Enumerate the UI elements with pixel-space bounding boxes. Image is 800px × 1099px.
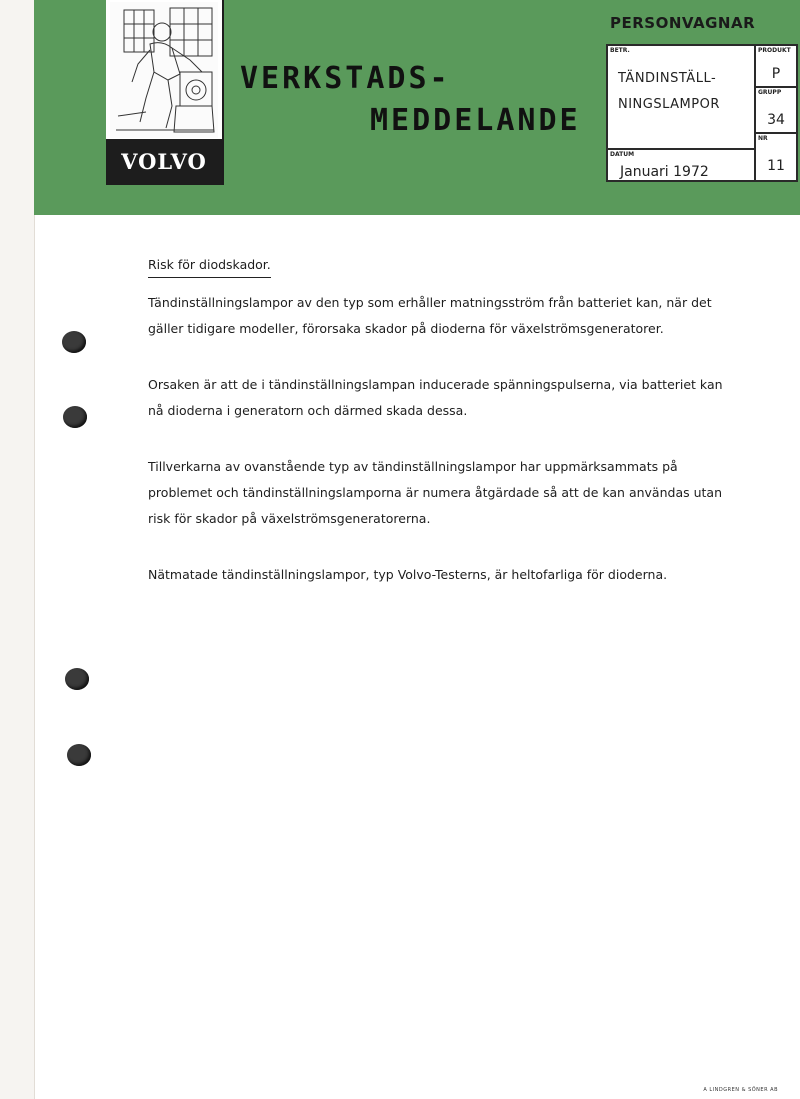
product-label: PRODUKT [758,47,791,54]
volvo-logo [106,0,224,185]
body-paragraph: Tändinställningslampor av den typ som erhåller matningsström från batteriet kan, när det gäller tidigare modeller, förorsaka skador på dioderna för växelströmsgeneratorer. [148,295,712,336]
subject-line-2: NINGSLAMPOR [618,97,720,112]
mechanic-illustration [110,2,218,138]
title-line-2: MEDDELANDE [370,103,581,138]
punch-hole [62,331,86,353]
printer-imprint: A LINDGREN & SÖNER AB [703,1087,778,1093]
punch-hole [67,744,91,766]
page-margin-strip [0,0,35,1099]
group-label: GRUPP [758,89,782,96]
body-heading: Risk för diodskador. [148,254,271,278]
category-label: PERSONVAGNAR [610,14,756,32]
date-value: Januari 1972 [620,164,709,180]
brand-wordmark: VOLVO [106,139,222,185]
info-box [606,44,798,182]
group-value: 34 [767,112,785,128]
date-label: DATUM [610,151,635,158]
group-cell [756,86,796,132]
body-paragraph: Nätmatade tändinställningslampor, typ Volvo-Testerns, är heltofarliga för dioderna. [148,567,668,582]
subject-value [618,66,753,118]
number-label: NR [758,135,768,142]
number-cell [756,132,796,182]
body-paragraph: Tillverkarna av ovanstående typ av tändinställningslampor har uppmärksammats på problemet och tändinställningslamporna är numera åtgärdade så att de kan användas utan risk för skador på växelströmsgeneratorerna. [148,459,722,526]
document-body [148,254,728,618]
product-cell [756,46,796,86]
product-value: P [771,66,781,82]
page-title [240,58,581,142]
subject-label: BETR. [610,47,630,54]
date-cell [608,148,756,182]
title-line-1: VERKSTADS- [240,61,451,96]
number-value: 11 [767,158,785,174]
subject-cell [608,46,756,148]
punch-hole [63,406,87,428]
punch-hole [65,668,89,690]
subject-line-1: TÄNDINSTÄLL- [618,71,717,86]
body-paragraph: Orsaken är att de i tändinställningslampan inducerade spänningspulserna, via batteriet kan nå dioderna i generatorn och därmed skada dessa. [148,377,723,418]
